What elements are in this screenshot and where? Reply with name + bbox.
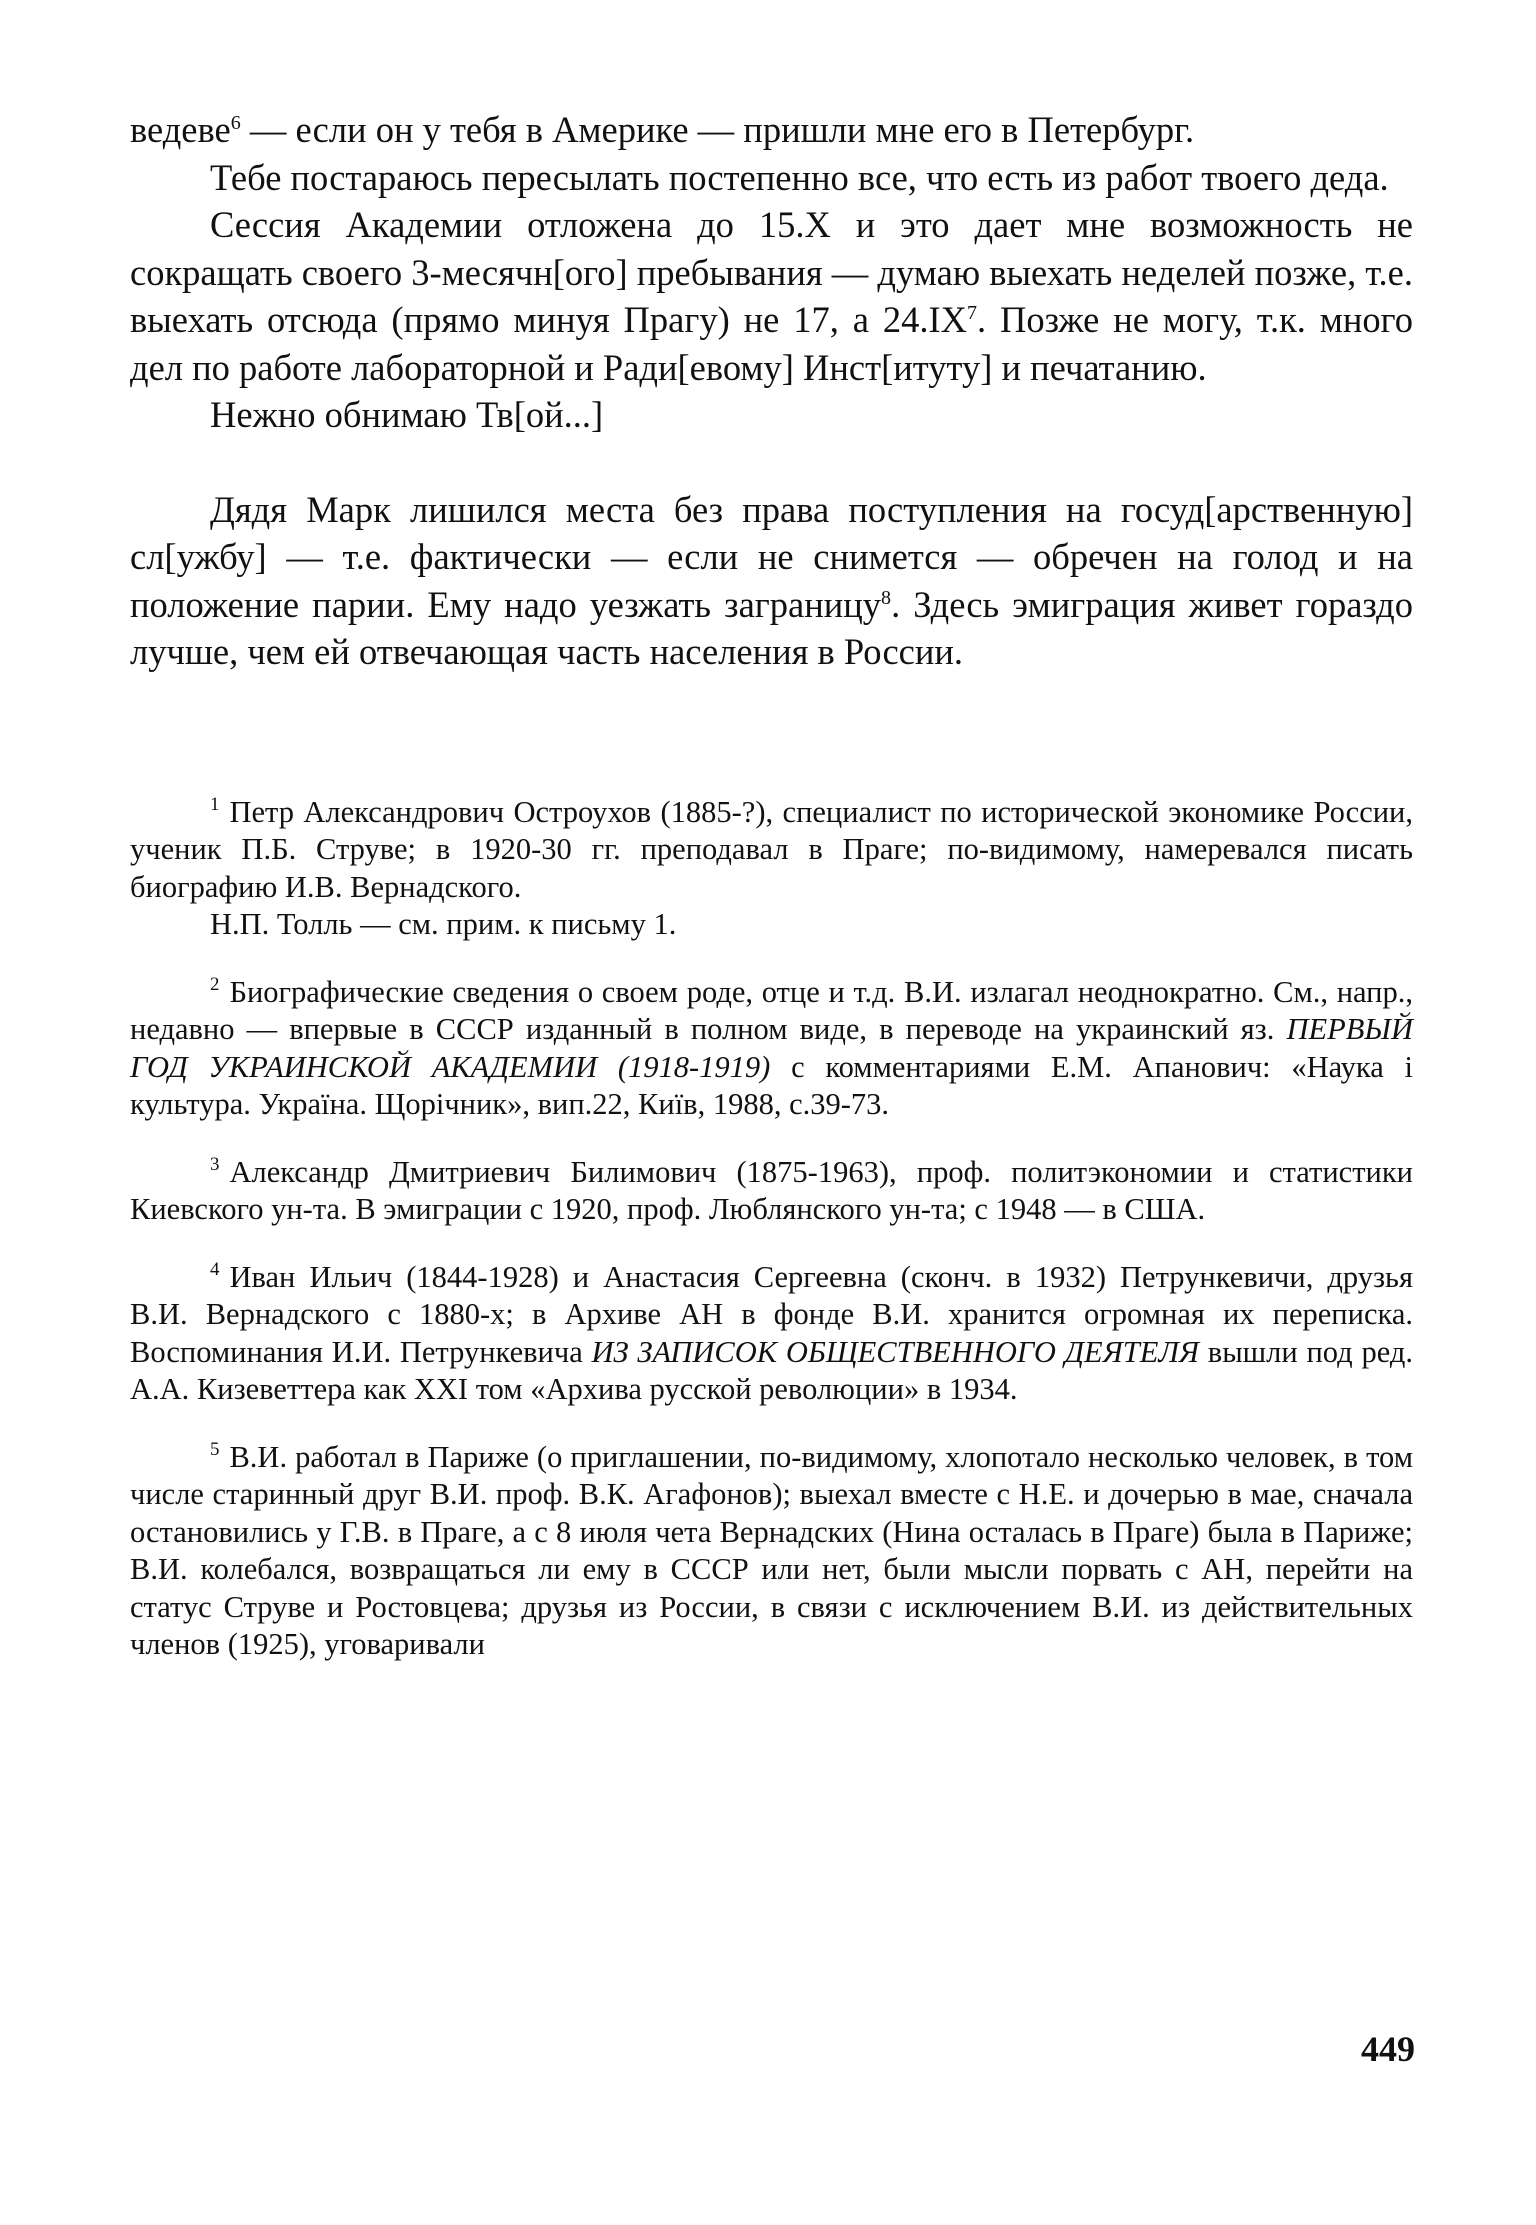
letter-closing: Нежно обнимаю Тв[ой...] — [210, 394, 604, 435]
text-span: Дядя Марк лишился места без права поступления на госуд[арственную] сл[ужбу] — т.е. фактически — если не снимется — обречен на голод и на положение парии. Ему надо уезжать заграницу — [130, 488, 1413, 625]
footnote-text: Александр Дмитриевич Билимович (1875-1963), проф. политэкономии и статистики Киевского ун-та. В эмиграции с 1920, проф. Люблянского ун-та; с 1948 — в США. — [130, 1154, 1413, 1226]
footnote-number: 4 — [210, 1259, 220, 1281]
footnote-text: Петр Александрович Остроухов (1885-?), специалист по исторической экономике России, ученик П.Б. Струве; в 1920-30 гг. преподавал в Праге; по-видимому, намеревался писать биографию И.В. Вернадского. — [130, 794, 1413, 904]
text-span: . Позже не могу, т.к. много дел по работе лабораторной и Ради[евому] Инст[итуту] и печатанию. — [130, 299, 1413, 388]
footnote-text: вышли под ред. А.А. Кизеветтера как XXI том «Архива русской революции» в 1934. — [130, 1334, 1413, 1406]
footnote-1-continuation: Н.П. Толль — см. прим. к письму 1. — [210, 907, 677, 941]
footnote-text: с комментариями Е.М. Апанович: «Наука і культура. Україна. Щорічник», вип.22, Київ, 1988, с.39-73. — [130, 1049, 1413, 1121]
footnote-number: 1 — [210, 794, 220, 816]
footnote-number: 3 — [210, 1154, 220, 1176]
letter-paragraph-1 — [130, 106, 1413, 154]
text-span: — если он у тебя в Америке — пришли мне его в Петербург. — [240, 109, 1195, 150]
page-content — [130, 106, 1413, 1664]
letter-text — [130, 106, 1413, 676]
footnote-number: 5 — [210, 1439, 220, 1461]
footnote-text: В.И. работал в Париже (о приглашении, по-видимому, хлопотало несколько человек, в том числе старинный друг В.И. проф. В.К. Агафонов); выехал вместе с Н.Е. и дочерью в мае, сначала остановились у Г.В. в Праге, а с 8 июля чета Вернадских (Нина осталась в Праге) была в Париже; В.И. колебался, возвращаться ли ему в СССР или нет, были мысли порвать с АН, перейти на статус Струве и Ростовцева; друзья из России, в связи с исключением В.И. из действительных членов (1925), уговаривали — [130, 1439, 1413, 1661]
footnote-text: Иван Ильич (1844-1928) и Анастасия Сергеевна (сконч. в 1932) Петрункевичи, друзья В.И. Вернадского с 1880-х; в Архиве АН в фонде В.И. хранится огромная их переписка. Воспоминания И.И. Петрункевича — [130, 1259, 1413, 1369]
footnote-text: Биографические сведения о своем роде, отце и т.д. В.И. излагал неоднократно. См., напр., недавно — впервые в СССР изданный в полном виде, в переводе на украинский яз. — [130, 974, 1413, 1046]
page-number: 449 — [1361, 2029, 1415, 2069]
book-title: ИЗ ЗАПИСОК ОБЩЕСТВЕННОГО ДЕЯТЕЛЯ — [591, 1334, 1200, 1369]
text-span: Сессия Академии отложена до 15.X и это дает мне возможность не сокращать своего 3-месячн[ого] пребывания — думаю выехать неделей позже, т.е. выехать отсюда (прямо минуя Прагу) не 17, а 24.IX — [130, 204, 1413, 340]
book-title: ПЕРВЫЙ ГОД УКРАИНСКОЙ АКАДЕМИИ (1918-1919) — [130, 1012, 1413, 1084]
footnote-ref-8[interactable]: 8 — [881, 586, 892, 609]
text-span: . Здесь эмиграция живет гораздо лучше, чем ей отвечающая часть населения в России. — [130, 583, 1413, 672]
footnote-1 — [130, 794, 1413, 907]
footnote-3 — [130, 1154, 1413, 1229]
footnote-4 — [130, 1259, 1413, 1409]
footnote-ref-6[interactable]: 6 — [230, 111, 241, 134]
footnote-ref-7[interactable]: 7 — [966, 301, 977, 324]
footnote-2 — [130, 974, 1413, 1124]
letter-paragraph-2: Тебе постараюсь пересылать постепенно все, что есть из работ твоего деда. — [210, 156, 1389, 198]
letter-postscript — [130, 486, 1413, 676]
footnotes — [130, 794, 1413, 1664]
letter-paragraph-3 — [130, 201, 1413, 391]
footnote-5 — [130, 1439, 1413, 1664]
text-span: ведеве — [130, 109, 231, 150]
footnote-number: 2 — [210, 974, 220, 996]
